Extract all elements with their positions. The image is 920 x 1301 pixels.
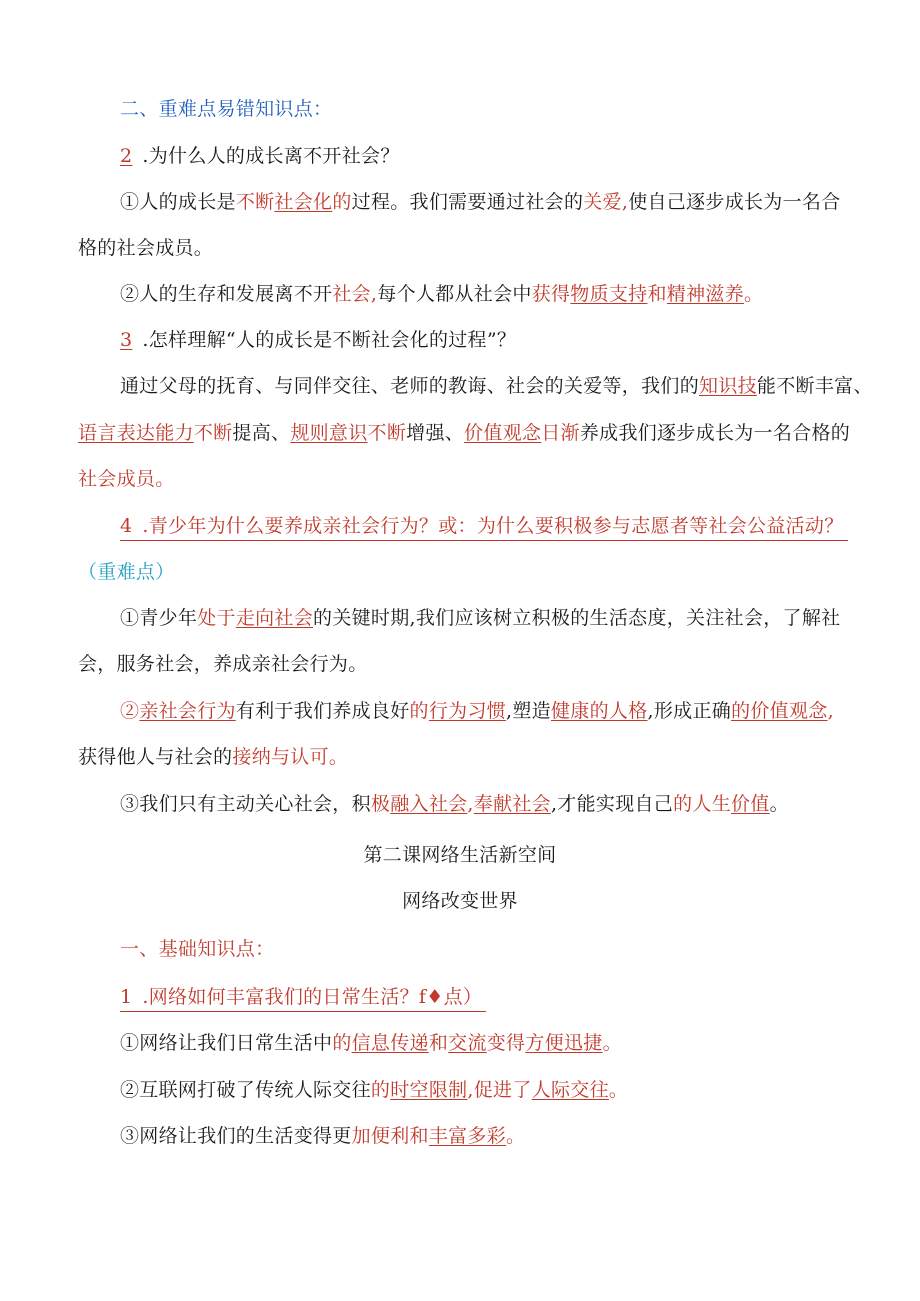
highlight: 规则意识: [290, 422, 368, 444]
paragraph: [120, 280, 763, 308]
highlight: 方便迅捷: [525, 1032, 603, 1054]
paragraph: [120, 604, 840, 632]
lesson-title: 第二课网络生活新空间: [363, 844, 557, 866]
highlight: 奉献社会: [473, 793, 551, 815]
question-number: 1: [120, 986, 133, 1008]
paragraph-continuation: 会，服务社会，养成亲社会行为。: [78, 653, 368, 675]
highlight: 不断: [367, 422, 407, 444]
text-run: 的关键时期,我们应该树立积极的生活态度，关注社会，了解社: [313, 607, 841, 629]
highlight: 价值观念: [464, 422, 542, 444]
paragraph-continuation: [78, 743, 348, 771]
question-4-title: [120, 512, 848, 541]
highlight: 加便利: [351, 1125, 410, 1147]
section-heading-basic-points: 一、基础知识点：: [120, 938, 275, 960]
paragraph: [120, 1029, 622, 1057]
highlight: 亲社会行为: [139, 700, 236, 722]
highlight: 的: [332, 1032, 352, 1054]
question-text: .为什么人的成长离不开社会？: [142, 145, 400, 167]
text-run: ,塑造: [506, 700, 551, 722]
highlight: 的: [673, 793, 693, 815]
paragraph: [120, 1076, 628, 1104]
highlight: ②: [120, 700, 140, 722]
text-run: ①人的成长是: [120, 191, 236, 213]
highlight: 人生: [692, 793, 732, 815]
highlight: 日渐: [541, 422, 580, 444]
highlight: 和: [647, 283, 667, 305]
highlight: 物质支持: [570, 283, 648, 305]
text-run: 过程。我们需要通过社会的: [351, 191, 584, 213]
paragraph: [120, 188, 841, 216]
text-run: 养成我们逐步成长为一名合格的: [579, 422, 851, 444]
highlight: 处于: [197, 607, 236, 629]
highlight: 和: [428, 1032, 449, 1054]
highlight: 接纳与认可。: [232, 746, 349, 768]
key-point-tag: （重难点）: [78, 561, 175, 583]
text-run: ②互联网打破了传统人际交往: [120, 1079, 371, 1101]
text-run: ①青少年: [120, 607, 198, 629]
highlight: 社会化: [274, 191, 333, 213]
highlight: 健康的人格: [551, 700, 648, 722]
question-3-title: [120, 326, 516, 354]
highlight: 。: [602, 1032, 622, 1054]
highlight: 变得: [486, 1032, 526, 1054]
text-run: 每个人都从社会中: [377, 283, 532, 305]
highlight: 走向社会: [235, 607, 314, 629]
highlight: 。: [744, 283, 764, 305]
highlight: ,: [827, 700, 834, 722]
highlight: 不断: [235, 191, 275, 213]
paragraph: [120, 1122, 525, 1150]
highlight: 。: [506, 1125, 526, 1147]
highlight: 极: [370, 793, 391, 815]
question-number: 3: [120, 329, 133, 351]
highlight: 。: [608, 1079, 629, 1101]
question-text: .青少年为什么要养成亲社会行为？或：为什么要积极参与志愿者等社会公益活动？: [142, 515, 844, 537]
highlight: 信息传递: [351, 1032, 429, 1054]
underlined-question: [120, 983, 486, 1012]
text-run: 获得他人与社会的: [78, 746, 233, 768]
paragraph: [120, 372, 873, 400]
highlight: 的价值观念: [731, 700, 828, 722]
highlight: 的: [332, 191, 352, 213]
paragraph: [120, 697, 834, 725]
highlight: 不断: [193, 422, 233, 444]
highlight: 和: [409, 1125, 429, 1147]
question-2-title: [120, 142, 400, 170]
paragraph-continuation: [78, 419, 850, 447]
underlined-question: [120, 512, 848, 541]
text-run: ,形成正确: [647, 700, 732, 722]
text-run: 增强、: [406, 422, 465, 444]
highlight: 丰富多彩: [428, 1125, 507, 1147]
highlight: 知识技: [699, 375, 757, 397]
highlight: 时空限制: [390, 1079, 468, 1101]
highlight: 精神滋养: [666, 283, 744, 305]
section-heading-key-points: 二、重难点易错知识点：: [120, 98, 333, 120]
highlight: 的: [370, 1079, 391, 1101]
text-run: ③网络让我们的生活变得更: [120, 1125, 352, 1147]
highlight: 行为习惯: [428, 700, 507, 722]
question-number: 2: [120, 145, 133, 167]
question-1-title: [120, 983, 486, 1012]
highlight: 价值: [731, 793, 770, 815]
text-run: 提高、: [232, 422, 291, 444]
text-run: ③我们只有主动关心社会，积: [120, 793, 371, 815]
text-run: 使自己逐步成长为一名合: [628, 191, 841, 213]
paragraph-continuation: 格的社会成员。: [78, 237, 214, 259]
highlight: ,促进了: [467, 1079, 532, 1101]
question-text: .网络如何丰富我们的日常生活？f♦点）: [142, 986, 483, 1008]
highlight: 人际交往: [531, 1079, 609, 1101]
question-text: .怎样理解“人的成长是不断社会化的过程”？: [142, 329, 517, 351]
highlight: 获得: [531, 283, 571, 305]
text-run: ②人的生存和发展离不开: [120, 283, 333, 305]
highlight: 社会,: [332, 283, 378, 305]
highlight: 语言表达能力: [78, 422, 194, 444]
text-run: 。: [769, 793, 789, 815]
text-run: 能不断丰富、: [756, 375, 873, 397]
paragraph-continuation: 社会成员。: [78, 468, 175, 490]
highlight: 融入社会: [390, 793, 468, 815]
question-number: 4: [120, 515, 133, 537]
text-run: 有利于我们养成良好: [235, 700, 410, 722]
highlight: 关爱,: [583, 191, 629, 213]
highlight: ,: [467, 793, 474, 815]
highlight: 的: [409, 700, 429, 722]
lesson-subtitle: 网络改变世界: [402, 890, 518, 912]
text-run: ①网络让我们日常生活中: [120, 1032, 333, 1054]
paragraph: [120, 790, 789, 818]
text-run: 通过父母的抚育、与同伴交往、老师的教诲、社会的关爱等，我们的: [120, 375, 700, 397]
text-run: ,才能实现自己: [550, 793, 674, 815]
highlight: 交流: [448, 1032, 487, 1054]
